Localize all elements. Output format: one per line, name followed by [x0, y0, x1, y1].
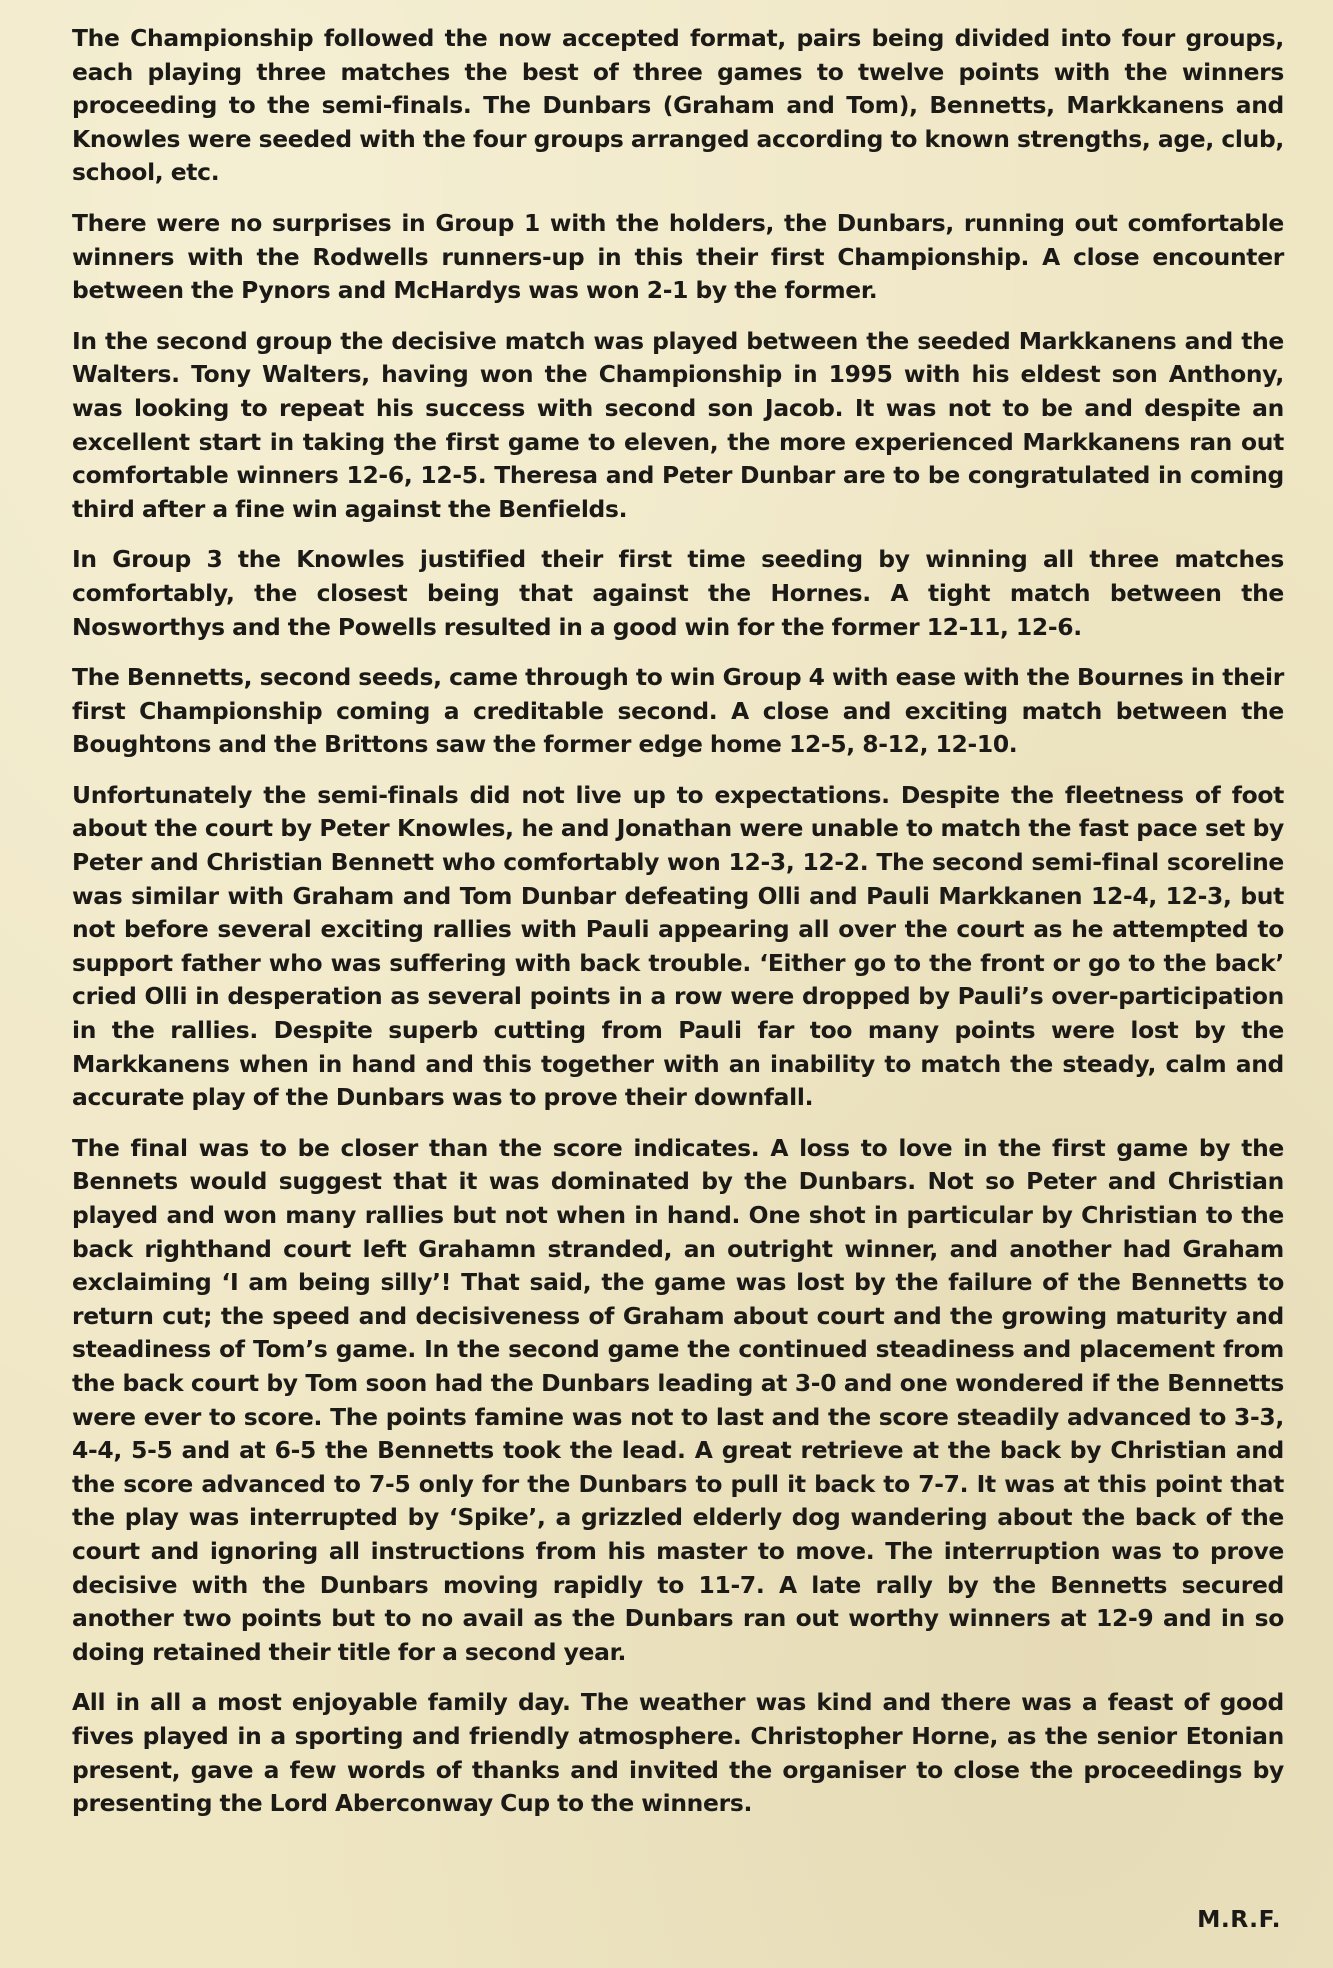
article-body [72, 22, 1284, 1838]
paragraph-championship-format: The Championship followed the now accepted format, pairs being divided into four groups, each playing three matches the best of three games to twelve points with the winners proceeding to the semi-finals. The Dunbars (Graham and Tom), Bennetts, Markkanens and Knowles were seeded with the four groups arranged according to known strengths, age, club, school, etc. [72, 24, 1284, 187]
paragraph-group-1: There were no surprises in Group 1 with the holders, the Dunbars, running out comfortable winners with the Rodwells runners-up in this their first Championship. A close encounter between the Pynors and McHardys was won 2-1 by the former. [72, 208, 1284, 305]
paragraph-group-2: In the second group the decisive match was played between the seeded Markkanens and the Walters. Tony Walters, having won the Championship in 1995 with his eldest son Anthony, was looking to repeat his success with second son Jacob. It was not to be and despite an excellent start in taking the first game to eleven, the more experienced Markkanens ran out comfortable winners 12-6, 12-5. Theresa and Peter Dunbar are to be congratulated in coming third after a fine win against the Benfields. [72, 326, 1284, 523]
paragraph-closing: All in all a most enjoyable family day. The weather was kind and there was a feast of good fives played in a sporting and friendly atmosphere. Christopher Horne, as the senior Etonian present, gave a few words of thanks and invited the organiser to close the proceedings by presenting the Lord Aberconway Cup to the winners. [72, 1688, 1284, 1818]
paragraph-semi-finals: Unfortunately the semi-finals did not live up to expectations. Despite the fleetness of foot about the court by Peter Knowles, he and Jonathan were unable to match the fast pace set by Peter and Christian Bennett who comfortably won 12-3, 12-2. The second semi-final scoreline was similar with Graham and Tom Dunbar defeating Olli and Pauli Markkanen 12-4, 12-3, but not before several exciting rallies with Pauli appearing all over the court as he attempted to support father who was suffering with back trouble. ‘Either go to the front or go to the back’ cried Olli in desperation as several points in a row were dropped by Pauli’s over-participation in the rallies. Despite superb cutting from Pauli far too many points were lost by the Markkanens when in hand and this together with an inability to match the steady, calm and accurate play of the Dunbars was to prove their downfall. [72, 780, 1284, 1112]
paragraph-group-3: In Group 3 the Knowles justified their first time seeding by winning all three matches comfortably, the closest being that against the Hornes. A tight match between the Nosworthys and the Powells resulted in a good win for the former 12-11, 12-6. [72, 545, 1284, 641]
paragraph-group-4: The Bennetts, second seeds, came through to win Group 4 with ease with the Bournes in their first Championship coming a creditable second. A close and exciting match between the Boughtons and the Brittons saw the former edge home 12-5, 8-12, 12-10. [72, 663, 1284, 759]
paragraph-final: The final was to be closer than the score indicates. A loss to love in the first game by the Bennets would suggest that it was dominated by the Dunbars. Not so Peter and Christian played and won many rallies but not when in hand. One shot in particular by Christian to the back righthand court left Grahamn stranded, an outright winner, and another had Graham exclaiming ‘I am being silly’! That said, the game was lost by the failure of the Bennetts to return cut; the speed and decisiveness of Graham about court and the growing maturity and steadiness of Tom’s game. In the second game the continued steadiness and placement from the back court by Tom soon had the Dunbars leading at 3-0 and one wondered if the Bennetts were ever to score. The points famine was not to last and the score steadily advanced to 3-3, 4-4, 5-5 and at 6-5 the Bennetts took the lead. A great retrieve at the back by Christian and the score advanced to 7-5 only for the Dunbars to pull it back to 7-7. It was at this point that the play was interrupted by ‘Spike’, a grizzled elderly dog wandering about the back of the court and ignoring all instructions from his master to move. The interruption was to prove decisive with the Dunbars moving rapidly to 11-7. A late rally by the Bennetts secured another two points but to no avail as the Dunbars ran out worthy winners at 12-9 and in so doing retained their title for a second year. [72, 1133, 1284, 1666]
author-signature: M.R.F. [1197, 1905, 1281, 1933]
